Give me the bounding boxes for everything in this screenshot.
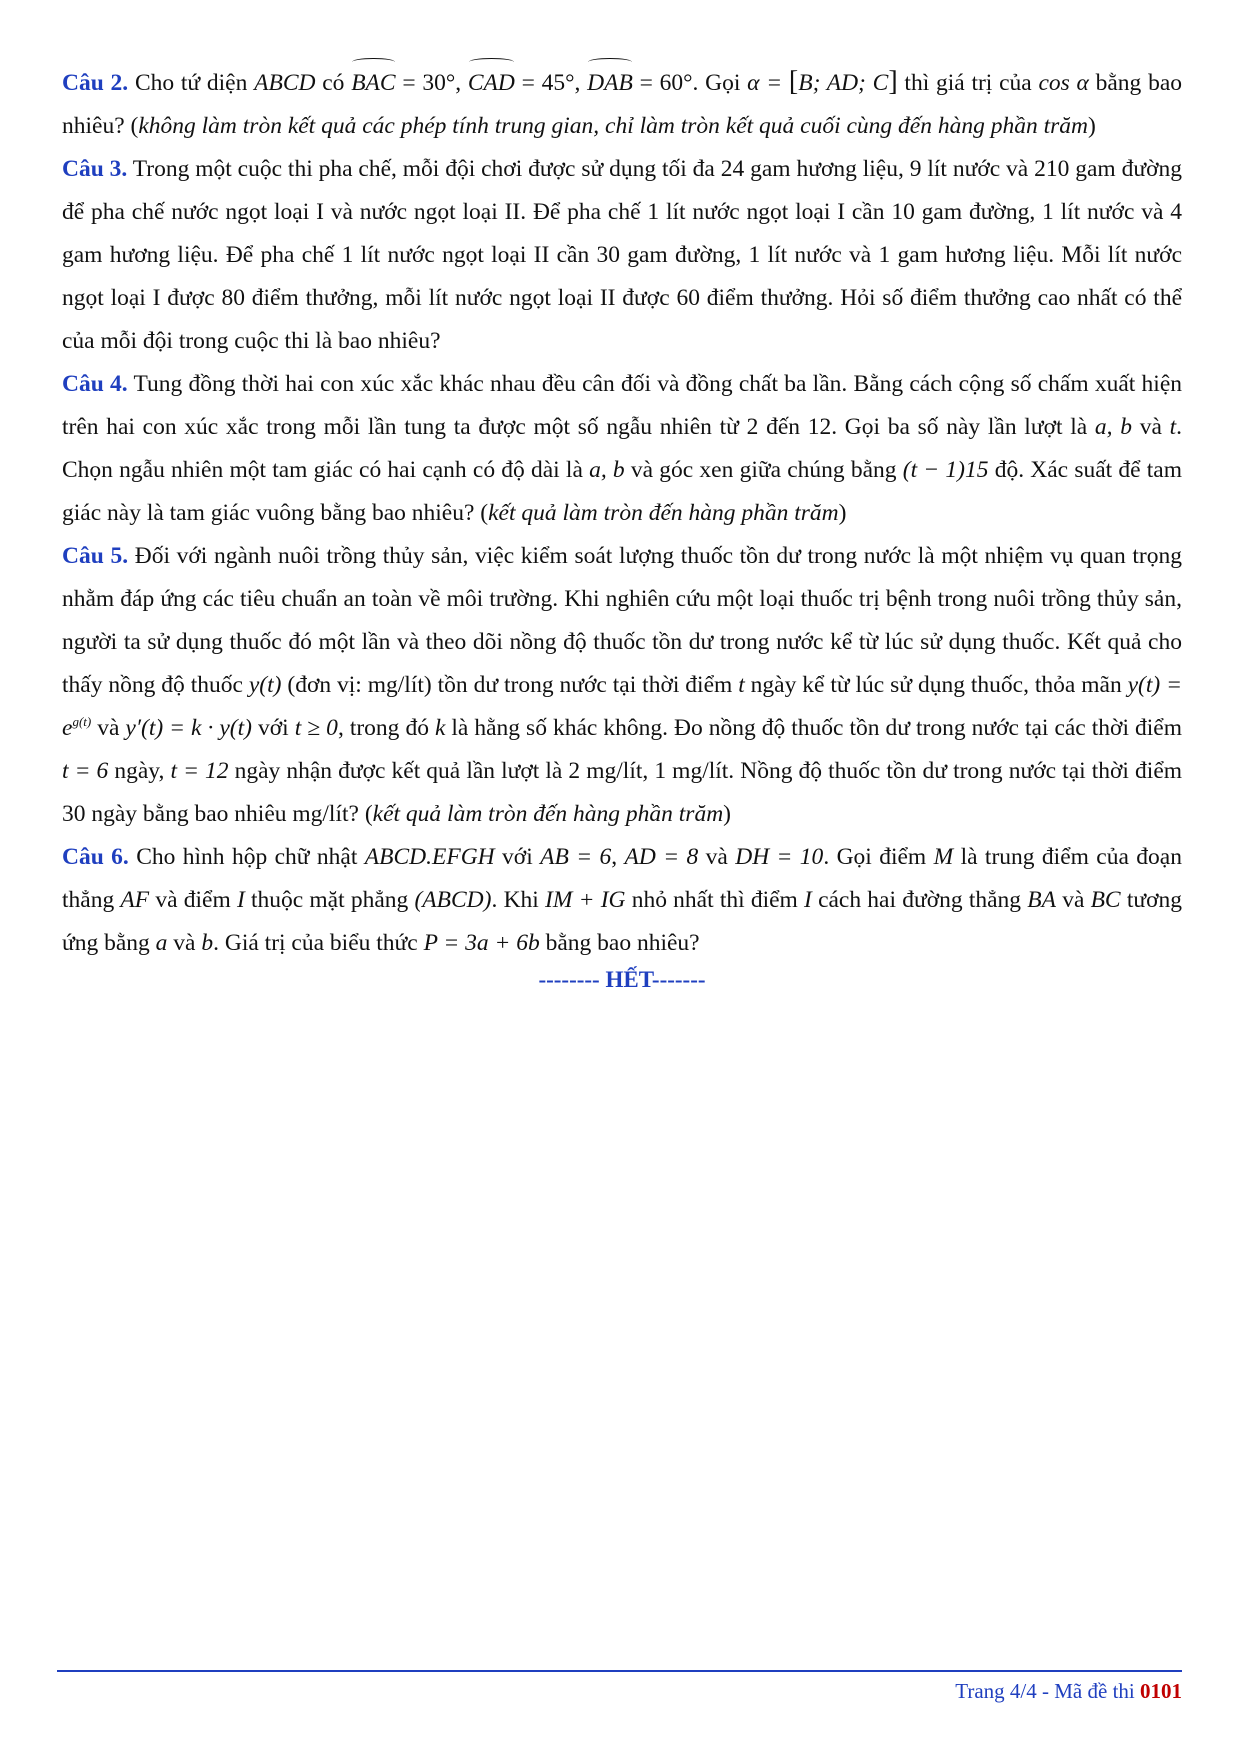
end-marker: -------- HẾT------- <box>538 967 706 992</box>
exam-code: 0101 <box>1140 1679 1182 1703</box>
angle-cad: CAD <box>468 62 515 105</box>
angle-dab: DAB <box>587 62 633 105</box>
footer-divider <box>57 1670 1182 1672</box>
question-label: Câu 2. <box>62 70 129 96</box>
footer-page-text: Trang 4/4 - Mã đề thi <box>955 1679 1140 1703</box>
question-2: Câu 2. Cho tứ diện ABCD có BAC = 30°, CAD = 45°, DAB = 60°. Gọi α = [B; AD; C] thì giá trị của cos α bằng bao nhiêu? (không làm tròn kết quả các phép tính trung gian, chỉ làm tròn kết quả cuối cùng đến hàng phần trăm) <box>62 60 1182 148</box>
question-5: Câu 5. Đối với ngành nuôi trồng thủy sản, việc kiểm soát lượng thuốc tồn dư trong nước là một nhiệm vụ quan trọng nhằm đáp ứng các tiêu chuẩn an toàn về môi trường. Khi nghiên cứu một loại thuốc trị bệnh trong nuôi trồng thủy sản, người ta sử dụng thuốc đó một lần và theo dõi nồng độ thuốc tồn dư trong nước kể từ lúc sử dụng thuốc. Kết quả cho thấy nồng độ thuốc y(t) (đơn vị: mg/lít) tồn dư trong nước tại thời điểm t ngày kể từ lúc sử dụng thuốc, thỏa mãn $y(t) = e^{g(t)}$ và y′(t) = k · y(t) với t ≥ 0, trong đó k là hằng số khác không. Đo nồng độ thuốc tồn dư trong nước tại các thời điểm t = 6 ngày, t = 12 ngày nhận được kết quả lần lượt là 2 mg/lít, 1 mg/lít. Nồng độ thuốc tồn dư trong nước tại thời điểm 30 ngày bằng bao nhiêu mg/lít? (kết quả làm tròn đến hàng phần trăm) <box>62 543 1183 827</box>
angle-bac: BAC <box>351 62 395 105</box>
question-4: Câu 4. Tung đồng thời hai con xúc xắc khác nhau đều cân đối và đồng chất ba lần. Bằng cách cộng số chấm xuất hiện trên hai con xúc xắc trong mỗi lần tung ta được một số ngẫu nhiên từ 2 đến 12. Gọi ba số này lần lượt là a, b và t. Chọn ngẫu nhiên một tam giác có hai cạnh có độ dài là a, b và góc xen giữa chúng bằng (t − 1)15 độ. Xác suất để tam giác này là tam giác vuông bằng bao nhiêu? (kết quả làm tròn đến hàng phần trăm) <box>62 371 1183 526</box>
question-3: Câu 3. Trong một cuộc thi pha chế, mỗi đội chơi được sử dụng tối đa 24 gam hương liệu, 9 lít nước và 210 gam đường để pha chế nước ngọt loại I và nước ngọt loại II. Để pha chế 1 lít nước ngọt loại I cần 10 gam đường, 1 lít nước và 4 gam hương liệu. Để pha chế 1 lít nước ngọt loại II cần 30 gam đường, 1 lít nước và 1 gam hương liệu. Mỗi lít nước ngọt loại I được 80 điểm thưởng, mỗi lít nước ngọt loại II được 60 điểm thưởng. Hỏi số điểm thưởng cao nhất có thể của mỗi đội trong cuộc thi là bao nhiêu? <box>62 156 1182 354</box>
question-label: Câu 4. <box>62 371 128 397</box>
question-label: Câu 5. <box>62 543 129 569</box>
question-label: Câu 6. <box>62 844 129 870</box>
question-6: Câu 6. Cho hình hộp chữ nhật ABCD.EFGH với AB = 6, AD = 8 và DH = 10. Gọi điểm M là trung điểm của đoạn thẳng AF và điểm I thuộc mặt phẳng (ABCD). Khi IM + IG nhỏ nhất thì điểm I cách hai đường thẳng BA và BC tương ứng bằng a và b. Giá trị của biểu thức P = 3a + 6b bằng bao nhiêu? <box>62 844 1183 956</box>
question-label: Câu 3. <box>62 156 128 182</box>
exam-page-content <box>62 60 1182 993</box>
page-footer <box>955 1679 1182 1704</box>
